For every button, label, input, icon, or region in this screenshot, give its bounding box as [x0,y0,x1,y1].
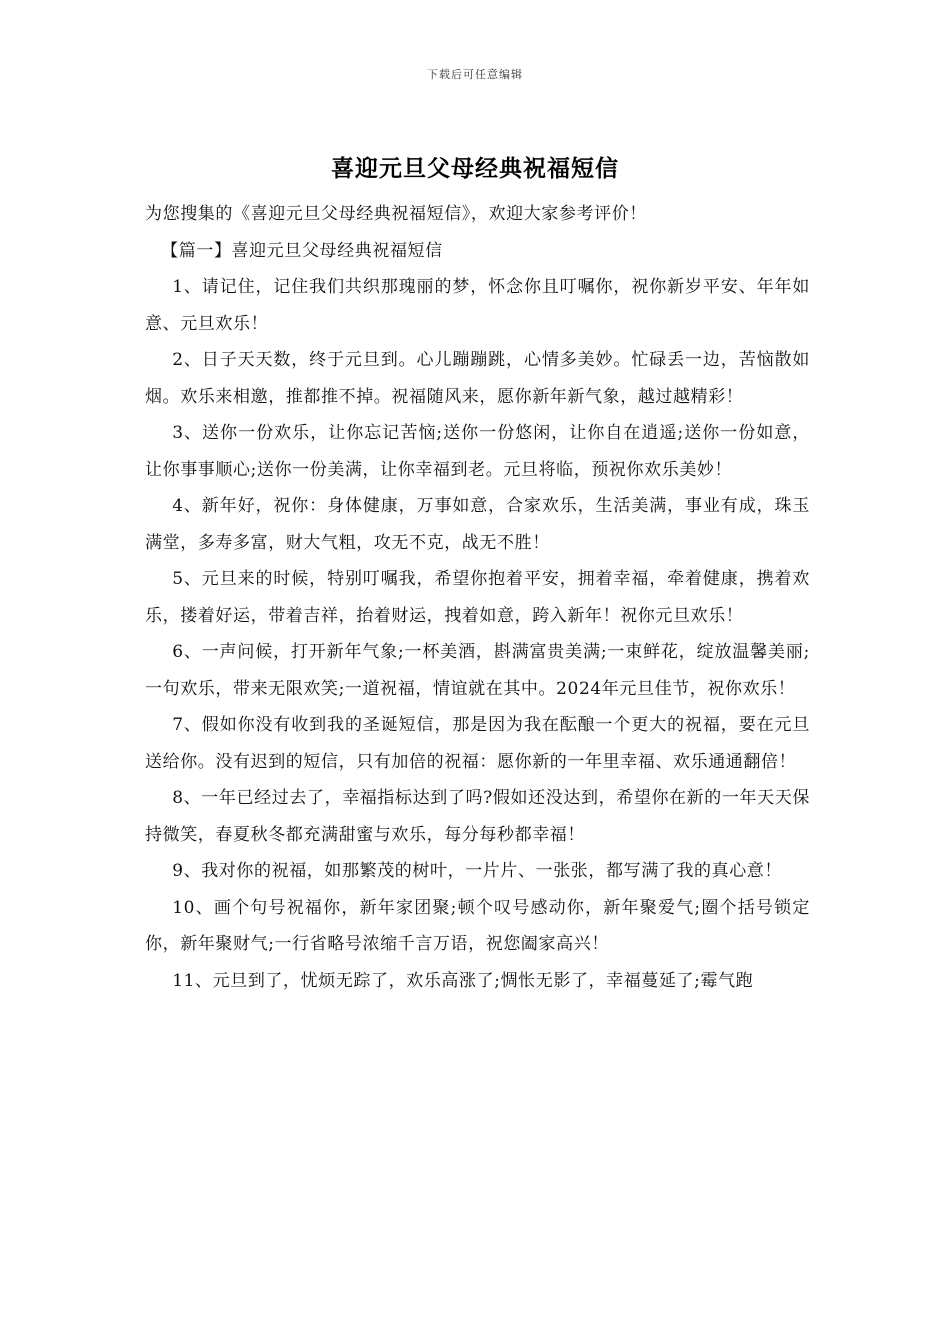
intro-paragraph: 为您搜集的《喜迎元旦父母经典祝福短信》，欢迎大家参考评价！ [145,204,647,224]
greeting-item-3: 3、送你一份欢乐，让你忘记苦恼;送你一份悠闲，让你自在逍遥;送你一份如意，让你事事顺心;送你一份美满，让你幸福到老。元旦将临，预祝你欢乐美妙！ [145,423,810,480]
greeting-item-5: 5、元旦来的时候，特别叮嘱我，希望你抱着平安，拥着幸福，牵着健康，携着欢乐，搂着好运，带着吉祥，抬着财运，拽着如意，跨入新年！祝你元旦欢乐！ [145,569,810,626]
section-heading: 【篇一】喜迎元旦父母经典祝福短信 [161,240,443,261]
greeting-item-4: 4、新年好，祝你：身体健康，万事如意，合家欢乐，生活美满，事业有成，珠玉满堂，多寿多富，财大气粗，攻无不克，战无不胜！ [145,496,810,553]
header-note: 下载后可任意编辑 [427,68,523,81]
document-body [145,196,810,999]
greeting-item-9: 9、我对你的祝福，如那繁茂的树叶，一片片、一张张，都写满了我的真心意！ [172,861,783,881]
greeting-item-7: 7、假如你没有收到我的圣诞短信，那是因为我在酝酿一个更大的祝福，要在元旦送给你。没有迟到的短信，只有加倍的祝福：愿你新的一年里幸福、欢乐通通翻倍！ [145,715,810,772]
greeting-item-10: 10、画个句号祝福你，新年家团聚;顿个叹号感动你，新年聚爱气;圈个括号锁定你，新年聚财气;一行省略号浓缩千言万语，祝您阖家高兴！ [145,897,810,954]
greeting-item-1: 1、请记住，记住我们共织那瑰丽的梦，怀念你且叮嘱你，祝你新岁平安、年年如意、元旦欢乐！ [145,277,810,334]
greeting-item-8: 8、一年已经过去了，幸福指标达到了吗?假如还没达到，希望你在新的一年天天保持微笑，春夏秋冬都充满甜蜜与欢乐，每分每秒都幸福！ [145,788,810,845]
document-title: 喜迎元旦父母经典祝福短信 [331,155,619,182]
greeting-item-2: 2、日子天天数，终于元旦到。心儿蹦蹦跳，心情多美妙。忙碌丢一边，苦恼散如烟。欢乐来相邀，推都推不掉。祝福随风来，愿你新年新气象，越过越精彩！ [145,350,810,407]
greeting-item-11: 11、元旦到了，忧烦无踪了，欢乐高涨了;惆怅无影了，幸福蔓延了;霉气跑 [172,970,754,991]
greeting-item-6: 6、一声问候，打开新年气象;一杯美酒，斟满富贵美满;一束鲜花，绽放温馨美丽;一句欢乐，带来无限欢笑;一道祝福，情谊就在其中。2024年元旦佳节，祝你欢乐！ [145,642,810,699]
